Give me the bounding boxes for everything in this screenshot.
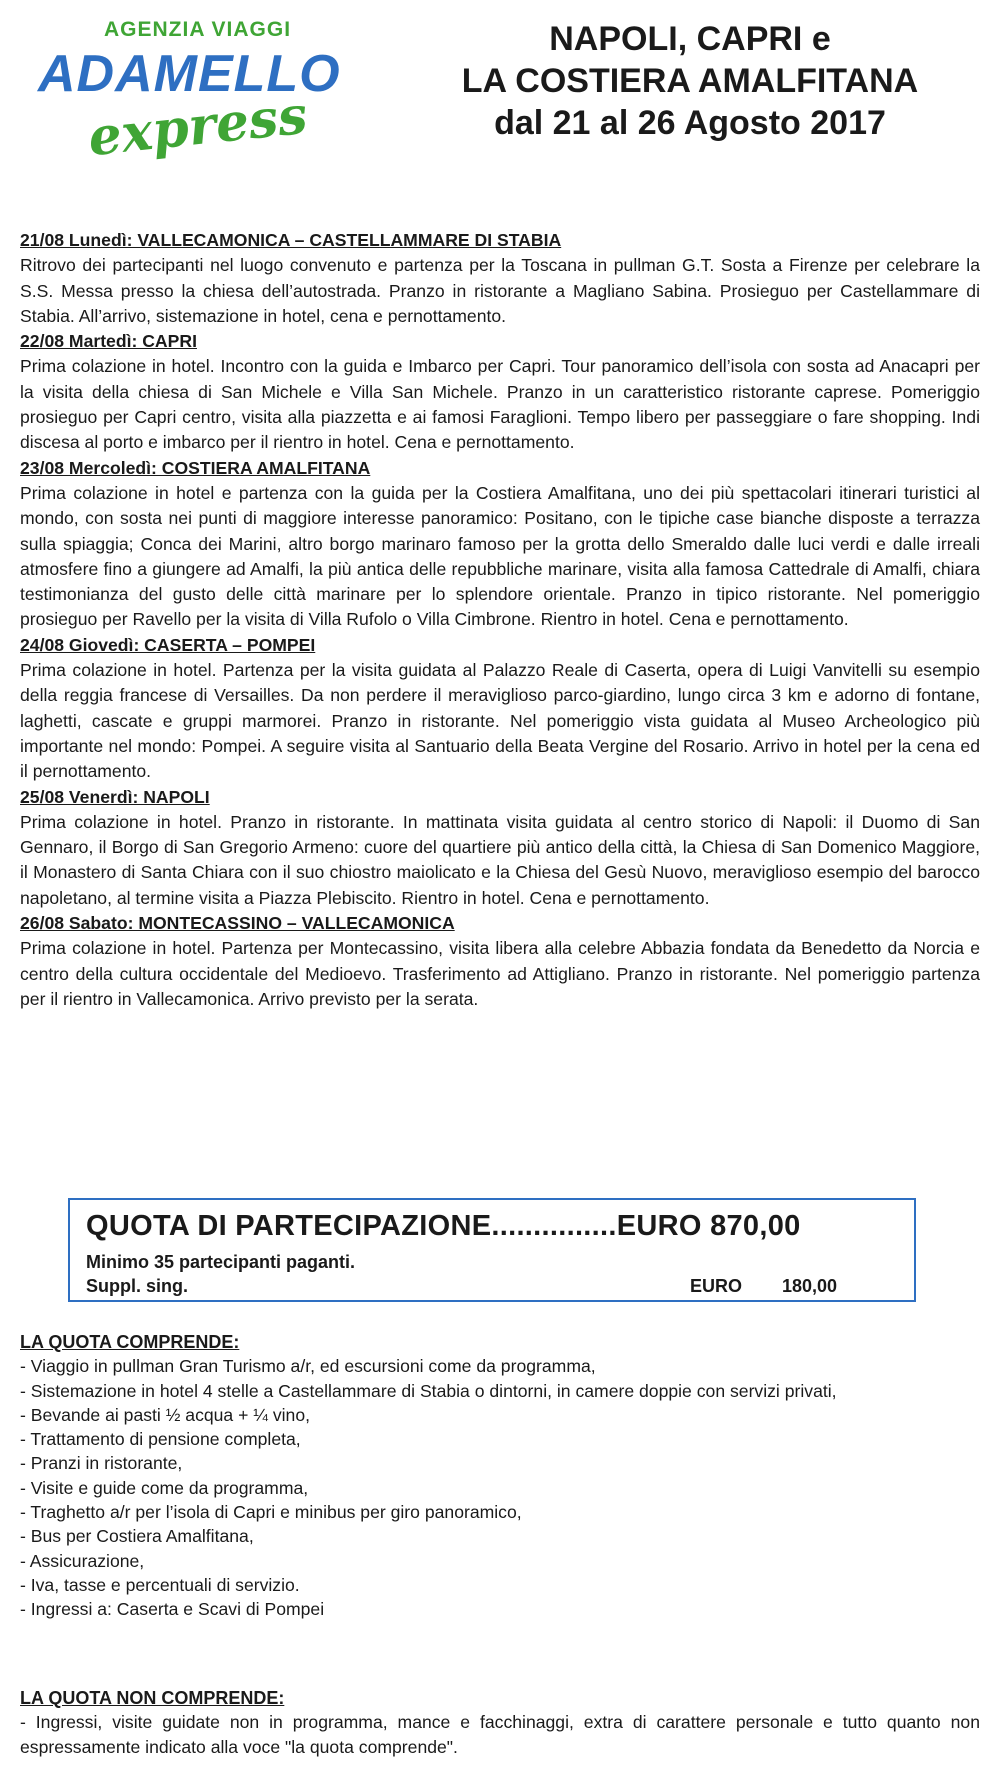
- title-line-3: dal 21 al 26 Agosto 2017: [494, 104, 886, 142]
- list-item: - Viaggio in pullman Gran Turismo a/r, ed escursioni come da programma,: [20, 1356, 596, 1377]
- day-heading: 24/08 Giovedì: CASERTA – POMPEI: [20, 634, 316, 655]
- includes-list: [20, 1354, 980, 1621]
- trip-title: [400, 18, 980, 144]
- itinerary-day: [20, 633, 980, 785]
- includes-heading: LA QUOTA COMPRENDE:: [20, 1332, 240, 1352]
- list-item: - Bus per Costiera Amalfitana,: [20, 1526, 254, 1547]
- list-item: - Bevande ai pasti ½ acqua + ¼ vino,: [20, 1404, 310, 1425]
- day-description: Ritrovo dei partecipanti nel luogo convenuto e partenza per la Toscana in pullman G.T. Sosta a Firenze per celebrare la S.S. Messa presso la chiesa dell’autostrada. Pranzo in ristorante a Magliano Sabina. Prosieguo per Castellammare di Stabia. All’arrivo, sistemazione in hotel, cena e pernottamento.: [20, 255, 980, 326]
- day-heading: 22/08 Martedì: CAPRI: [20, 331, 197, 352]
- day-description: Prima colazione in hotel. Pranzo in ristorante. In mattinata visita guidata al centro storico di Napoli: il Duomo di San Gennaro, il Borgo di San Gregorio Armeno: cuore del quartiere più antico della città, la Chiesa di San Domenico Maggiore, il Monastero di Santa Chiara con il suo chiostro maiolicato e la Chiesa del Gesù Nuovo, meraviglioso esempio del barocco napoletano, al termine visita a Piazza Plebiscito. Rientro in hotel. Cena e pernottamento.: [20, 811, 980, 908]
- single-supplement-currency: EURO: [690, 1276, 743, 1296]
- agency-logo: [38, 14, 358, 174]
- day-heading: 23/08 Mercoledì: COSTIERA AMALFITANA: [20, 457, 371, 478]
- includes-section: [20, 1330, 980, 1622]
- list-item: - Sistemazione in hotel 4 stelle a Castellammare di Stabia o dintorni, in camere doppie con servizi privati,: [20, 1380, 837, 1401]
- logo-express-text: express: [85, 84, 311, 169]
- itinerary-day: [20, 329, 980, 455]
- logo-name-text: ADAMELLO: [38, 45, 341, 103]
- list-item: - Visite e guide come da programma,: [20, 1477, 309, 1498]
- list-item: - Assicurazione,: [20, 1550, 145, 1571]
- list-item: - Pranzi in ristorante,: [20, 1453, 183, 1474]
- excludes-text: - Ingressi, visite guidate non in programma, mance e facchinaggi, extra di carattere personale e tutto quanto non espressamente indicato alla voce "la quota comprende".: [20, 1712, 980, 1757]
- day-description: Prima colazione in hotel e partenza con la guida per la Costiera Amalfitana, uno dei più spettacolari itinerari turistici al mondo, con sosta nei punti di maggiore interesse panoramico: Positano, con le tipiche case bianche disposte a terrazza sulla spiaggia; Conca dei Marini, altro borgo marinaro famoso per la grotta dello Smeraldo dalle luci verdi e dalle irreali atmosfere fino a giungere ad Amalfi, la più antica delle repubbliche marinare, visita alla famosa Cattedrale di Amalfi, chiara testimonianza del gusto delle città marinare per lo splendore orientale. Pranzo in tipico ristorante. Nel pomeriggio prosieguo per Ravello per la visita di Villa Rufolo o Villa Cimbrone. Rientro in hotel. Cena e pernottamento.: [20, 482, 980, 630]
- list-item: - Traghetto a/r per l’isola di Capri e minibus per giro panoramico,: [20, 1502, 522, 1523]
- single-supplement-amount: 180,00: [782, 1276, 838, 1296]
- day-description: Prima colazione in hotel. Partenza per la visita guidata al Palazzo Reale di Caserta, opera di Luigi Vanvitelli su esempio della reggia francese di Versailles. Da non perdere il meraviglioso parco-giardino, lungo circa 3 km e adorno di fontane, laghetti, cascate e gruppi marmorei. Pranzo in ristorante. Nel pomeriggio vista guidata al Museo Archeologico più importante nel mondo: Pompei. A seguire visita al Santuario della Beata Vergine del Rosario. Arrivo in hotel per la cena ed il pernottamento.: [20, 660, 980, 782]
- list-item: - Trattamento di pensione completa,: [20, 1429, 301, 1450]
- day-heading: 21/08 Lunedì: VALLECAMONICA – CASTELLAMMARE DI STABIA: [20, 230, 562, 250]
- itinerary: [20, 228, 980, 1012]
- itinerary-day: [20, 228, 980, 329]
- list-item: - Ingressi a: Caserta e Scavi di Pompei: [20, 1599, 325, 1620]
- day-heading: 26/08 Sabato: MONTECASSINO – VALLECAMONICA: [20, 913, 455, 934]
- itinerary-day: [20, 456, 980, 633]
- price-box: [68, 1198, 916, 1302]
- logo-agency-text: AGENZIA VIAGGI: [104, 18, 292, 41]
- excludes-section: [20, 1686, 980, 1759]
- itinerary-day: [20, 785, 980, 911]
- day-description: Prima colazione in hotel. Incontro con la guida e Imbarco per Capri. Tour panoramico dell’isola con sosta ad Anacapri per la visita della chiesa di San Michele e Villa San Michele. Pranzo in un caratteristico ristorante caprese. Pomeriggio prosieguo per Capri centro, visita alla piazzetta e ai famosi Faraglioni. Tempo libero per passeggiare o fare shopping. Indi discesa al porto e imbarco per il rientro in hotel. Cena e pernottamento.: [20, 356, 980, 453]
- excludes-heading: LA QUOTA NON COMPRENDE:: [20, 1688, 285, 1708]
- day-heading: 25/08 Venerdì: NAPOLI: [20, 786, 210, 807]
- list-item: - Iva, tasse e percentuali di servizio.: [20, 1574, 300, 1595]
- day-description: Prima colazione in hotel. Partenza per Montecassino, visita libera alla celebre Abbazia fondata da Benedetto da Norcia e centro della cultura occidentale del Medioevo. Trasferimento ad Attigliano. Pranzo in ristorante. Nel pomeriggio partenza per il rientro in Vallecamonica. Arrivo previsto per la serata.: [20, 938, 980, 1009]
- itinerary-day: [20, 911, 980, 1012]
- title-line-1: NAPOLI, CAPRI e: [549, 20, 831, 58]
- price-main: QUOTA DI PARTECIPAZIONE...............EURO 870,00: [86, 1210, 801, 1242]
- single-supplement-label: Suppl. sing.: [86, 1276, 188, 1296]
- single-supplement-value: [690, 1276, 837, 1297]
- price-minimum: Minimo 35 partecipanti paganti.: [86, 1252, 356, 1272]
- title-line-2: LA COSTIERA AMALFITANA: [461, 62, 919, 100]
